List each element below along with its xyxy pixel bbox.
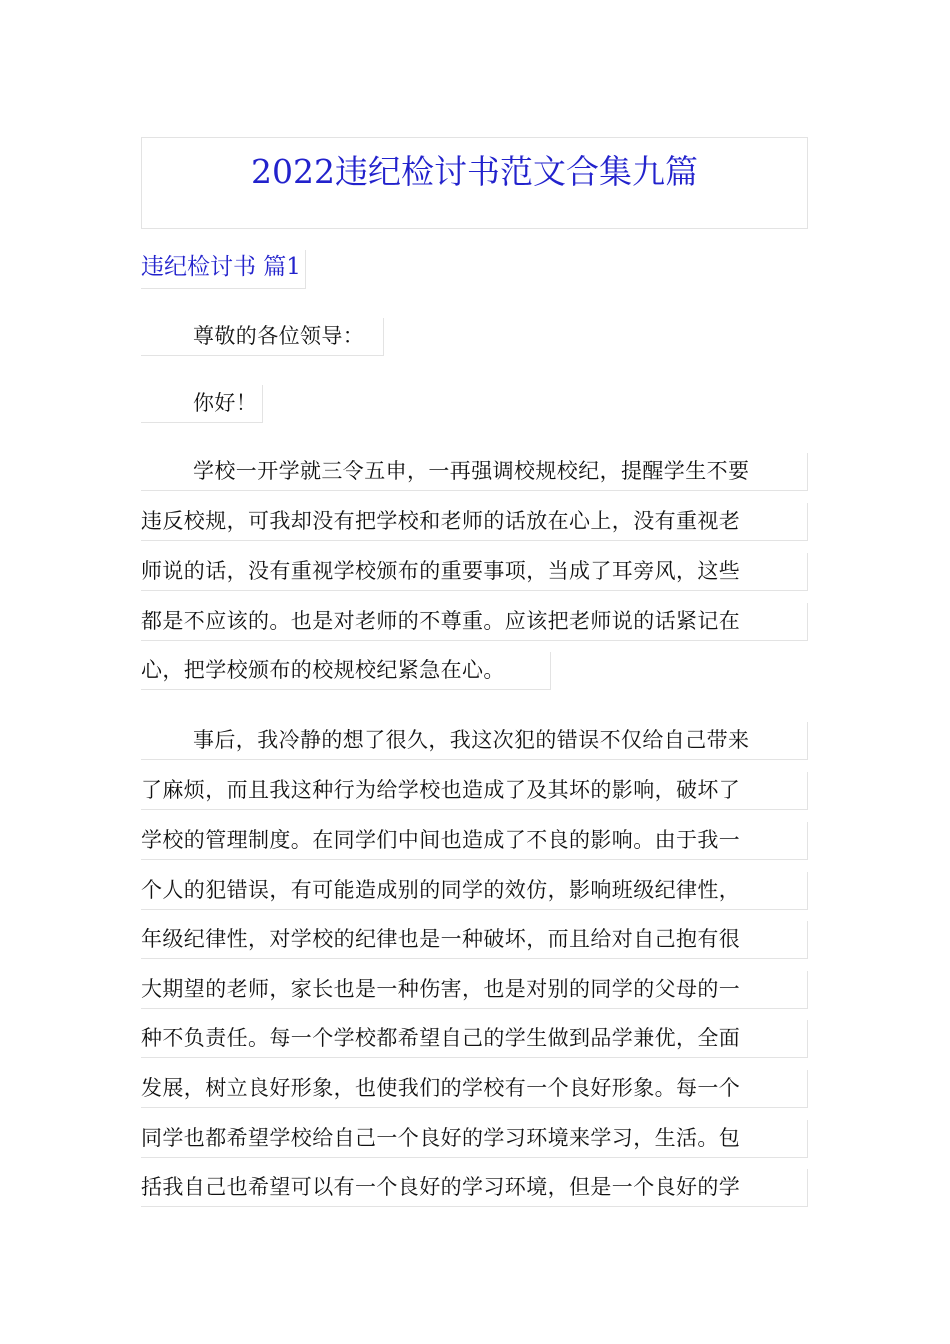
section-heading: 违纪检讨书 篇1 <box>141 250 306 289</box>
title-box <box>141 137 808 229</box>
paragraph-line: 发展，树立良好形象，也使我们的学校有一个良好形象。每一个 <box>141 1070 808 1108</box>
paragraph-line: 大期望的老师，家长也是一种伤害，也是对别的同学的父母的一 <box>141 971 808 1009</box>
paragraph-line: 同学也都希望学校给自己一个良好的学习环境来学习，生活。包 <box>141 1120 808 1158</box>
greeting: 尊敬的各位领导： <box>141 318 384 356</box>
paragraph-line: 事后，我冷静的想了很久，我这次犯的错误不仅给自己带来 <box>141 722 808 760</box>
paragraph-line: 种不负责任。每一个学校都希望自己的学生做到品学兼优，全面 <box>141 1020 808 1058</box>
paragraph-line: 学校的管理制度。在同学们中间也造成了不良的影响。由于我一 <box>141 822 808 860</box>
paragraph-line: 年级纪律性，对学校的纪律也是一种破坏，而且给对自己抱有很 <box>141 921 808 959</box>
salutation: 你好！ <box>141 385 263 423</box>
paragraph-line: 违反校规，可我却没有把学校和老师的话放在心上，没有重视老 <box>141 503 808 541</box>
paragraph-line: 了麻烦，而且我这种行为给学校也造成了及其坏的影响，破坏了 <box>141 772 808 810</box>
paragraph-line: 学校一开学就三令五申，一再强调校规校纪，提醒学生不要 <box>141 453 808 491</box>
paragraph-line: 个人的犯错误，有可能造成别的同学的效仿，影响班级纪律性， <box>141 872 808 910</box>
paragraph-line: 都是不应该的。也是对老师的不尊重。应该把老师说的话紧记在 <box>141 603 808 641</box>
paragraph-line: 心，把学校颁布的校规校纪紧急在心。 <box>141 652 551 690</box>
paragraph-line: 括我自己也希望可以有一个良好的学习环境，但是一个良好的学 <box>141 1169 808 1207</box>
document-title: 2022违纪检讨书范文合集九篇 <box>251 152 698 191</box>
paragraph-line: 师说的话，没有重视学校颁布的重要事项，当成了耳旁风，这些 <box>141 553 808 591</box>
